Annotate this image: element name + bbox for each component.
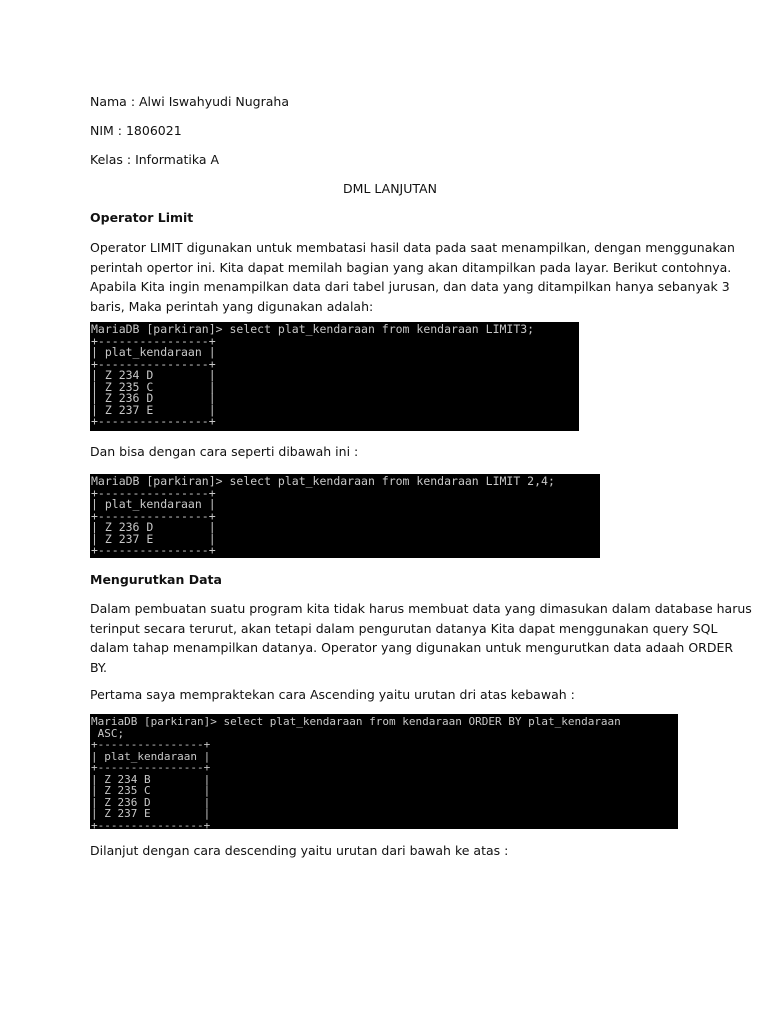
limit-paragraph bbox=[90, 238, 735, 316]
terminal-screenshot-limit-2-4 bbox=[90, 474, 600, 558]
paragraph-line: BY. bbox=[90, 659, 107, 675]
paragraph-line: Apabila Kita ingin menampilkan data dari tabel jurusan, dan data yang ditampilkan hanya sebanyak 3 bbox=[90, 279, 730, 294]
terminal-line: MariaDB [parkiran]> select plat_kendaraan from kendaraan ORDER BY plat_kendaraan bbox=[91, 715, 621, 728]
terminal-screenshot-limit3 bbox=[90, 322, 579, 431]
terminal-line: | plat_kendaraan | bbox=[91, 749, 211, 763]
paragraph-line: dalam tahap menampilkan datanya. Operator yang digunakan untuk mengurutkan data adaah ORDER bbox=[90, 640, 734, 655]
terminal-line: | Z 237 E | bbox=[91, 807, 211, 820]
section-heading-limit: Operator Limit bbox=[90, 210, 194, 225]
terminal-line: MariaDB [parkiran]> select plat_kendaraan from kendaraan LIMIT3; bbox=[91, 322, 535, 336]
terminal-line: | Z 234 D | bbox=[91, 368, 216, 382]
terminal-line: +----------------+ bbox=[91, 485, 216, 500]
terminal-line: MariaDB [parkiran]> select plat_kendaraan from kendaraan LIMIT 2,4; bbox=[91, 474, 555, 488]
terminal-line: | plat_kendaraan | bbox=[91, 345, 216, 359]
terminal-line: +----------------+ bbox=[91, 414, 216, 428]
terminal-line: | Z 234 B | bbox=[91, 772, 211, 786]
document-title: DML LANJUTAN bbox=[343, 181, 437, 196]
terminal-line: ASC; bbox=[91, 726, 125, 740]
terminal-line: +----------------+ bbox=[91, 508, 216, 523]
caption-ascending: Pertama saya mempraktekan cara Ascending yaitu urutan dri atas kebawah : bbox=[90, 687, 575, 702]
document-page bbox=[90, 0, 752, 1024]
terminal-line: +----------------+ bbox=[91, 738, 211, 751]
terminal-line: +----------------+ bbox=[91, 543, 216, 557]
paragraph-line: baris, Maka perintah yang digunakan adalah: bbox=[90, 298, 374, 314]
terminal-line: | Z 237 E | bbox=[91, 531, 216, 546]
terminal-line: | Z 237 E | bbox=[91, 402, 216, 417]
terminal-line: +----------------+ bbox=[91, 356, 216, 371]
paragraph-line: terinput secara terurut, akan tetapi dalam pengurutan datanya Kita dapat menggunakan query SQL bbox=[90, 620, 718, 636]
paragraph-line: Operator LIMIT digunakan untuk membatasi hasil data pada saat menampilkan, dengan menggunakan bbox=[90, 240, 735, 255]
terminal-line: | Z 236 D | bbox=[91, 391, 216, 405]
paragraph-line: perintah opertor ini. Kita dapat memilah bagian yang akan ditampilkan pada layar. Berikut contohnya. bbox=[90, 259, 732, 275]
terminal-line: +----------------+ bbox=[91, 818, 211, 829]
terminal-line: +----------------+ bbox=[91, 761, 211, 774]
student-nim: NIM : 1806021 bbox=[90, 123, 182, 138]
terminal-line: | plat_kendaraan | bbox=[91, 497, 216, 511]
terminal-line: | Z 236 D | bbox=[91, 795, 211, 809]
terminal-screenshot-order-asc bbox=[90, 714, 678, 829]
caption-descending: Dilanjut dengan cara descending yaitu urutan dari bawah ke atas : bbox=[90, 843, 509, 858]
caption-limit-offset: Dan bisa dengan cara seperti dibawah ini : bbox=[90, 444, 359, 459]
student-name: Nama : Alwi Iswahyudi Nugraha bbox=[90, 94, 289, 109]
section-heading-order: Mengurutkan Data bbox=[90, 572, 222, 587]
order-paragraph bbox=[90, 599, 752, 677]
paragraph-line: Dalam pembuatan suatu program kita tidak harus membuat data yang dimasukan dalam database harus bbox=[90, 601, 752, 616]
terminal-line: | Z 235 C | bbox=[91, 784, 211, 797]
student-class: Kelas : Informatika A bbox=[90, 152, 220, 167]
terminal-line: | Z 235 C | bbox=[91, 379, 216, 394]
terminal-line: | Z 236 D | bbox=[91, 520, 216, 534]
terminal-line: +----------------+ bbox=[91, 333, 216, 348]
